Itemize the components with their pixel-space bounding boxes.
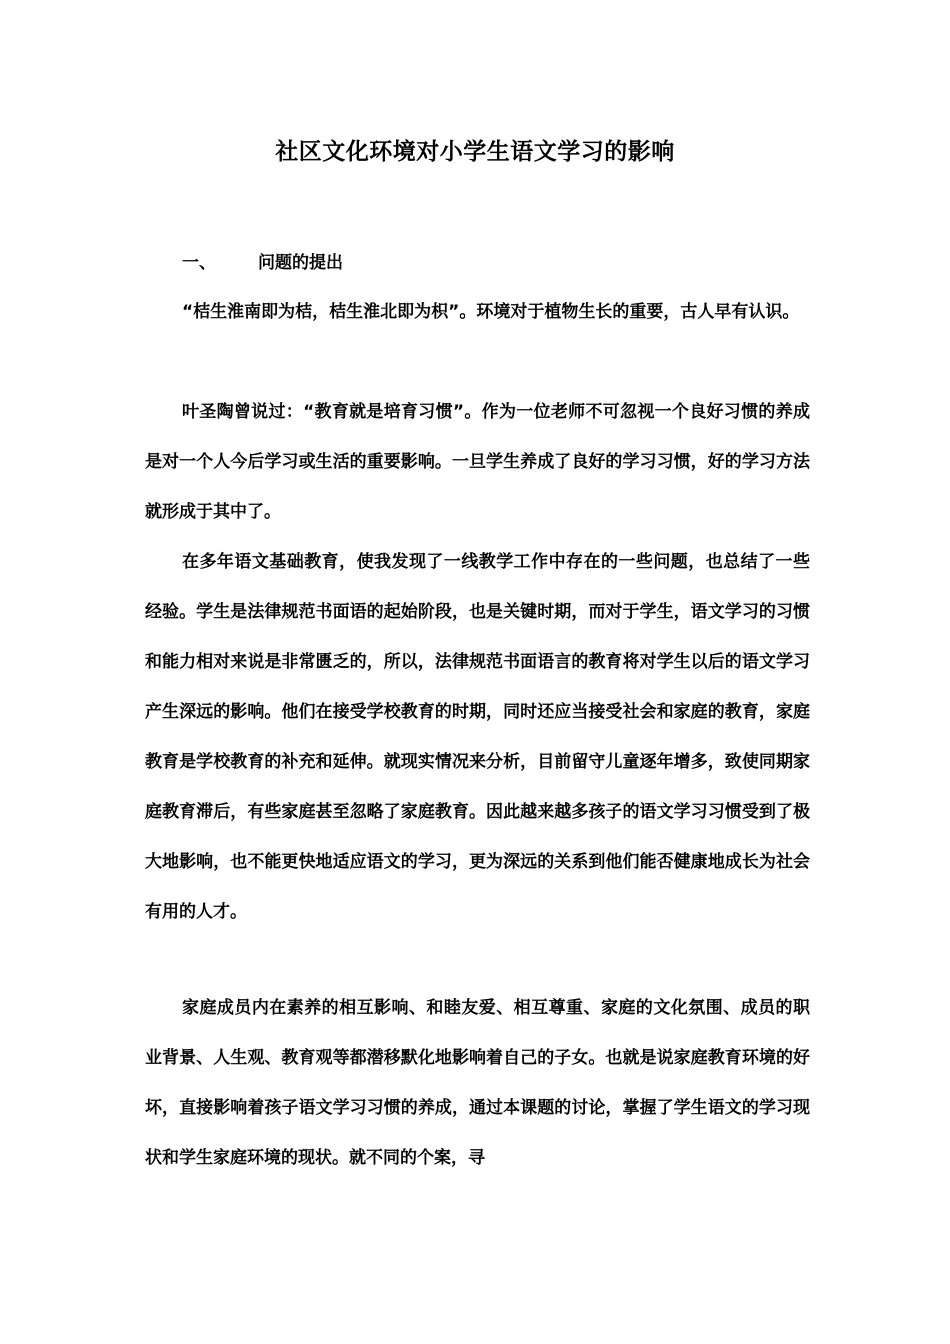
section-heading-text: 问题的提出 xyxy=(258,253,343,273)
section-heading xyxy=(182,246,343,280)
paragraph-1: “桔生淮南即为桔，桔生淮北即为枳”。环境对于植物生长的重要，古人早有认识。 xyxy=(182,302,800,322)
document-title: 社区文化环境对小学生语文学习的影响 xyxy=(275,139,675,165)
paragraph-3: 在多年语文基础教育，使我发现了一线教学工作中存在的一些问题，也总结了一些经验。学生是法律规范书面语的起始阶段，也是关键时期，而对于学生，语文学习的习惯和能力相对来说是非常匮乏的，所以，法律规范书面语言的教育将对学生以后的语文学习产生深远的影响。他们在接受学校教育的时期，同时还应当接受社会和家庭的教育，家庭教育是学校教育的补充和延伸。就现实情况来分析，目前留守儿童逐年增多，致使同期家庭教育滞后，有些家庭甚至忽略了家庭教育。因此越来越多孩子的语文学习习惯受到了极大地影响，也不能更快地适应语文的学习，更为深远的关系到他们能否健康地成长为社会有用的人才。 xyxy=(145,552,810,922)
section-number: 一、 xyxy=(182,253,216,273)
paragraph-4: 家庭成员内在素养的相互影响、和睦友爱、相互尊重、家庭的文化氛围、成员的职业背景、人生观、教育观等都潜移默化地影响着自己的子女。也就是说家庭教育环境的好坏，直接影响着孩子语文学习习惯的养成，通过本课题的讨论，掌握了学生语文的学习现状和学生家庭环境的现状。就不同的个案，寻 xyxy=(145,998,810,1168)
paragraph-2: 叶圣陶曾说过：“教育就是培育习惯”。作为一位老师不可忽视一个良好习惯的养成是对一个人今后学习或生活的重要影响。一旦学生养成了良好的学习习惯，好的学习方法就形成于其中了。 xyxy=(145,402,810,522)
